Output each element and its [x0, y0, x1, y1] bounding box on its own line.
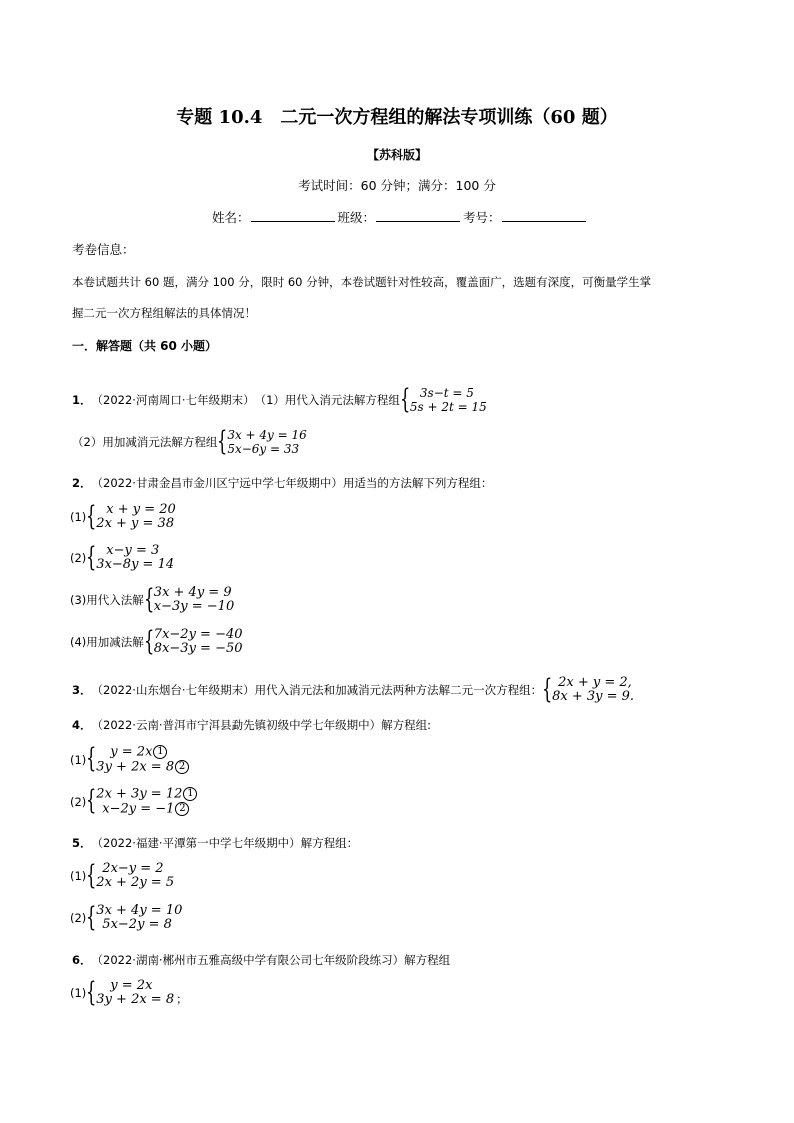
part-label: (2): [70, 551, 87, 565]
part-label: (1): [70, 752, 87, 767]
question-number: 1．: [72, 393, 92, 407]
page-title: 专题 10.4 二元一次方程组的解法专项训练（60 题）: [176, 107, 618, 128]
question-2-stem: [72, 475, 492, 491]
class-label: 班级：: [337, 210, 376, 225]
equation-system: [87, 544, 174, 572]
equation: x−y = 3: [106, 543, 160, 558]
equation: x−3y = −10: [153, 599, 235, 614]
brace-icon: {: [86, 542, 97, 573]
question-stem: 解方程组:: [381, 718, 431, 732]
brace-icon: {: [86, 743, 97, 774]
equation: 8x + 3y = 9.: [552, 689, 635, 704]
equation-system: [87, 787, 197, 816]
brace-icon: {: [143, 626, 155, 657]
question-part-1: （1）用代入消元法解方程组: [254, 393, 400, 407]
circled-number: 1: [183, 787, 197, 801]
part-label: (4)用加减法解: [70, 635, 144, 649]
brace-icon: {: [217, 426, 228, 457]
equation: 3x + 4y = 9: [153, 585, 232, 600]
equation-system: [87, 904, 182, 932]
question-4-stem: [72, 717, 431, 733]
student-info-line: [212, 208, 589, 226]
equation: 8x−3y = −50: [153, 641, 243, 656]
equation: 3x + 4y = 10: [96, 903, 183, 918]
equation-system: [145, 628, 243, 656]
question-4-part-2: [70, 787, 197, 816]
part-label: (1): [70, 869, 87, 883]
question-3: [72, 676, 634, 704]
equation: 5x−6y = 33: [227, 442, 300, 456]
question-number: 3．: [72, 683, 92, 697]
brace-icon: {: [86, 977, 97, 1008]
equation: 2x−y = 2: [102, 861, 164, 876]
equation: 2x + 2y = 5: [96, 875, 175, 890]
brace-icon: {: [399, 384, 411, 415]
brace-icon: {: [86, 860, 97, 891]
edition-label: 【苏科版】: [366, 148, 427, 162]
circled-number: 2: [175, 760, 189, 774]
equation: [96, 787, 197, 802]
class-blank: [376, 209, 460, 222]
brace-icon: {: [86, 902, 97, 933]
question-source: （2022·甘肃金昌市金川区宁远中学七年级期中）: [91, 476, 343, 490]
equation: 7x−2y = −40: [153, 627, 243, 642]
question-6-part-1: [70, 979, 188, 1007]
question-stem: 解方程组: [404, 953, 451, 967]
question-5-part-1: [70, 862, 174, 890]
equation-text: x−2y = −1: [102, 801, 175, 816]
question-2-part-1: [70, 503, 176, 531]
question-1-line-2: [72, 428, 307, 456]
number-blank: [502, 209, 586, 222]
equation: 2x + y = 38: [96, 516, 175, 531]
equation: x + y = 20: [106, 502, 176, 517]
question-2-part-4: [70, 628, 243, 656]
number-label: 考号：: [463, 210, 501, 225]
question-source: （2022·河南周口·七年级期末）: [91, 393, 255, 407]
question-1-line-1: [72, 386, 487, 414]
question-source: （2022·湖南·郴州市五雅高级中学有限公司七年级阶段练习）: [91, 953, 405, 967]
part-label: (1): [70, 510, 87, 524]
brace-icon: {: [86, 501, 97, 532]
question-stem: 用代入消元法和加减消元法两种方法解二元一次方程组：: [254, 683, 543, 697]
equation-system: [543, 676, 634, 704]
question-4-part-1: [70, 745, 189, 774]
name-blank: [251, 209, 335, 222]
info-line-1: 本卷试题共计 60 题，满分 100 分，限时 60 分钟，本卷试题针对性较高，覆盖面广，选题有深度，可衡量学生掌: [72, 275, 652, 289]
part-label: (2): [70, 911, 87, 925]
info-line-2: 握二元一次方程组解法的具体情况！: [72, 306, 256, 320]
equation-system: [218, 428, 306, 456]
brace-icon: {: [542, 674, 553, 705]
equation: 3x−8y = 14: [96, 557, 175, 572]
equation-system: [87, 979, 174, 1007]
name-label: 姓名：: [212, 210, 250, 225]
exam-time: 考试时间：60 分钟；满分：100 分: [298, 178, 496, 193]
circled-number: 2: [175, 802, 189, 816]
equation: 5x−2y = 8: [102, 917, 172, 932]
equation-system: [87, 745, 189, 774]
part-label: (3)用代入法解: [70, 593, 144, 607]
circled-number: 1: [153, 745, 167, 759]
equation-text: y = 2x: [110, 744, 153, 760]
equation: [96, 745, 189, 760]
brace-icon: {: [86, 785, 97, 816]
equation-text: 3y + 2x = 8: [96, 759, 175, 774]
question-source: （2022·云南·普洱市宁洱县勐先镇初级中学七年级期中）: [91, 718, 382, 732]
equation: 2x + y = 2,: [558, 675, 632, 690]
equation-system: [145, 586, 234, 614]
equation: 3s−t = 5: [419, 386, 474, 400]
question-source: （2022·山东烟台·七年级期末）: [91, 683, 255, 697]
part-label: (1): [70, 986, 87, 1000]
equation: 3y + 2x = 8: [96, 992, 175, 1007]
question-part-2: （2）用加减消元法解方程组: [72, 435, 218, 449]
equation: 3x + 4y = 16: [227, 428, 307, 442]
equation: [96, 760, 189, 775]
equation: 5s + 2t = 15: [409, 400, 487, 414]
equation-text: 2x + 3y = 12: [96, 786, 183, 802]
equation-system: [401, 386, 487, 414]
equation-system: [87, 862, 174, 890]
question-6-stem: [72, 952, 450, 968]
part-label: (2): [70, 794, 87, 809]
question-number: 5．: [72, 836, 92, 850]
question-2-part-2: [70, 544, 174, 572]
question-source: （2022·福建·平潭第一中学七年级期中）: [91, 836, 301, 850]
info-heading: 考卷信息：: [72, 242, 135, 257]
question-stem: 用适当的方法解下列方程组：: [342, 476, 493, 490]
question-5-part-2: [70, 904, 182, 932]
equation: [96, 802, 197, 817]
section-heading: 一．解答题（共 60 小题）: [72, 339, 218, 353]
equation-system: [87, 503, 176, 531]
question-number: 2．: [72, 476, 92, 490]
question-2-part-3: [70, 586, 234, 614]
question-number: 4．: [72, 718, 92, 732]
trailing-punctuation: ；: [176, 992, 188, 1006]
equation: y = 2x: [110, 978, 153, 993]
brace-icon: {: [143, 584, 155, 615]
question-number: 6．: [72, 953, 92, 967]
question-5-stem: [72, 835, 358, 851]
question-stem: 解方程组：: [300, 836, 359, 850]
